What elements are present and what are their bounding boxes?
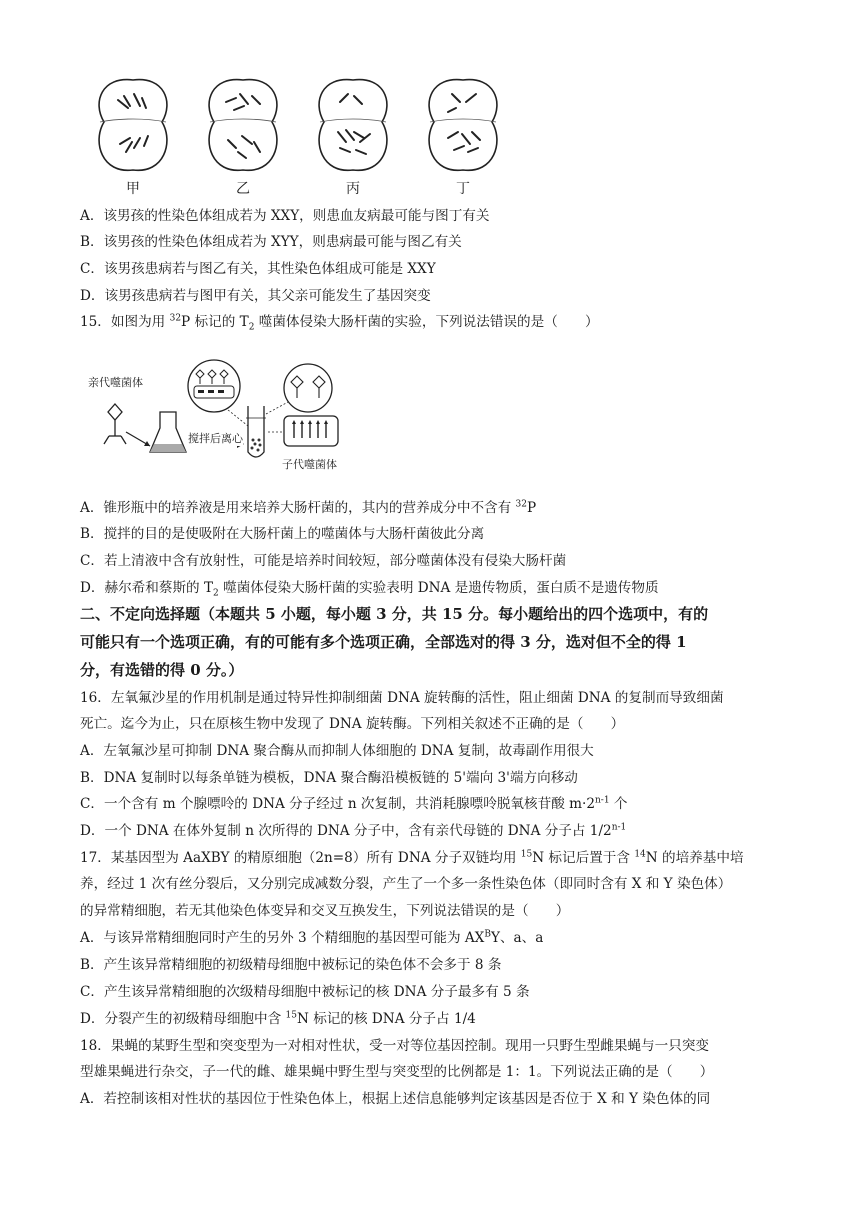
cell-label-yi: 乙: [236, 181, 250, 197]
q15-option-d: D．赫尔希和蔡斯的 $T_2$ 噬菌体侵染大肠杆菌的实验表明 DNA 是遗传物质，蛋白质不是遗传物质: [80, 580, 659, 599]
q16-option-c: C．一个含有 m 个腺嘌呤的 DNA 分子经过 n 次复制，共消耗腺嘌呤脱氧核苷酸 $m\cdot 2^{n-1}$ 个: [80, 795, 628, 812]
q18-stem-line1: 18．果蝇的某野生型和突变型为一对相对性状，受一对等位基因控制。现用一只野生型雌果蝇与一只突变: [80, 1038, 710, 1054]
q17-option-a: A．与该异常精细胞同时产生的另外 3 个精细胞的基因型可能为 $AX^BY$、a、a: [80, 929, 544, 946]
q15-stem: 15．如图为用 $^{32}$P 标记的 $T_2$ 噬菌体侵染大肠杆菌的实验，下列说法错误的是（ ）: [80, 313, 599, 333]
q18-stem-line2: 型雄果蝇进行杂交，子一代的雌、雄果蝇中野生型与突变型的比例都是 1：1。下列说法正确的是（ ）: [80, 1064, 714, 1080]
q16-stem-line1: 16．左氧氟沙星的作用机制是通过特异性抑制细菌 DNA 旋转酶的活性，阻止细菌 DNA 的复制而导致细菌: [80, 690, 724, 706]
q16-option-d: D．一个 DNA 在体外复制 n 次所得的 DNA 分子中，含有亲代母链的 DNA 分子占 1/2$^{n-1}$: [80, 822, 627, 839]
cell-ding-diagram: [420, 72, 506, 180]
q15-option-a: A．锥形瓶中的培养液是用来培养大肠杆菌的，其内的营养成分中不含有 $^{32}$P: [80, 499, 537, 516]
cell-division-figure: [90, 72, 490, 202]
phage-experiment-figure: [88, 352, 368, 480]
cell-yi-diagram: [200, 72, 286, 180]
q15-option-b: B．搅拌的目的是使吸附在大肠杆菌上的噬菌体与大肠杆菌彼此分离: [80, 526, 485, 542]
cell-label-bing: 丙: [346, 181, 360, 197]
q16-option-b: B．DNA 复制时以每条单链为模板，DNA 聚合酶沿模板链的 5'端向 3'端方向移动: [80, 770, 578, 786]
section2-heading-line3: 分，有选错的得 0 分。）: [80, 661, 244, 679]
cell-bing-diagram: [310, 72, 396, 180]
section2-heading-line1: 二、不定向选择题（本题共 5 小题，每小题 3 分，共 15 分。每小题给出的四个选项中，有的: [80, 605, 709, 623]
q17-stem-line1: 17．某基因型为 AaXBY 的精原细胞（2n=8）所有 DNA 分子双链均用 $^{15}$N 标记后置于含 $^{14}$N 的培养基中培: [80, 849, 744, 866]
section2-heading-line2: 可能只有一个选项正确，有的可能有多个选项正确，全部选对的得 3 分，选对但不全的得 1: [80, 633, 687, 651]
q14-option-a: A．该男孩的性染色体组成若为 XXY，则患血友病最可能与图丁有关: [80, 208, 490, 224]
q17-stem-line3: 的异常精细胞，若无其他染色体变异和交叉互换发生，下列说法错误的是（ ）: [80, 903, 570, 919]
q17-stem-line2: 养，经过 1 次有丝分裂后，又分别完成减数分裂，产生了一个多一条性染色体（即同时含有 X 和 Y 染色体）: [80, 876, 732, 892]
q14-option-b: B．该男孩的性染色体组成若为 XYY，则患病最可能与图乙有关: [80, 234, 462, 250]
cell-jia-diagram: [90, 72, 176, 180]
q17-option-b: B．产生该异常精细胞的初级精母细胞中被标记的染色体不会多于 8 条: [80, 957, 502, 973]
q15-option-c: C．若上清液中含有放射性，可能是培养时间较短，部分噬菌体没有侵染大肠杆菌: [80, 553, 567, 569]
cell-label-ding: 丁: [456, 181, 470, 197]
q17-option-c: C．产生该异常精细胞的次级精母细胞中被标记的核 DNA 分子最多有 5 条: [80, 984, 530, 1000]
parent-phage-label: 亲代噬菌体: [88, 376, 143, 389]
q16-stem-line2: 死亡。迄今为止，只在原核生物中发现了 DNA 旋转酶。下列相关叙述不正确的是（ ）: [80, 716, 625, 732]
q14-option-c: C．该男孩患病若与图乙有关，其性染色体组成可能是 XXY: [80, 261, 436, 277]
cell-label-jia: 甲: [126, 181, 140, 197]
q18-option-a: A．若控制该相对性状的基因位于性染色体上，根据上述信息能够判定该基因是否位于 X 和 Y 染色体的同: [80, 1091, 711, 1107]
q14-option-d: D．该男孩患病若与图甲有关，其父亲可能发生了基因突变: [80, 288, 431, 304]
q16-option-a: A．左氧氟沙星可抑制 DNA 聚合酶从而抑制人体细胞的 DNA 复制，故毒副作用很大: [80, 743, 594, 759]
q17-option-d: D．分裂产生的初级精母细胞中含 $^{15}$N 标记的核 DNA 分子占 1/4: [80, 1010, 476, 1027]
offspring-phage-label: 子代噬菌体: [282, 458, 337, 471]
stir-centrifuge-label: 搅拌后离心: [188, 432, 243, 445]
